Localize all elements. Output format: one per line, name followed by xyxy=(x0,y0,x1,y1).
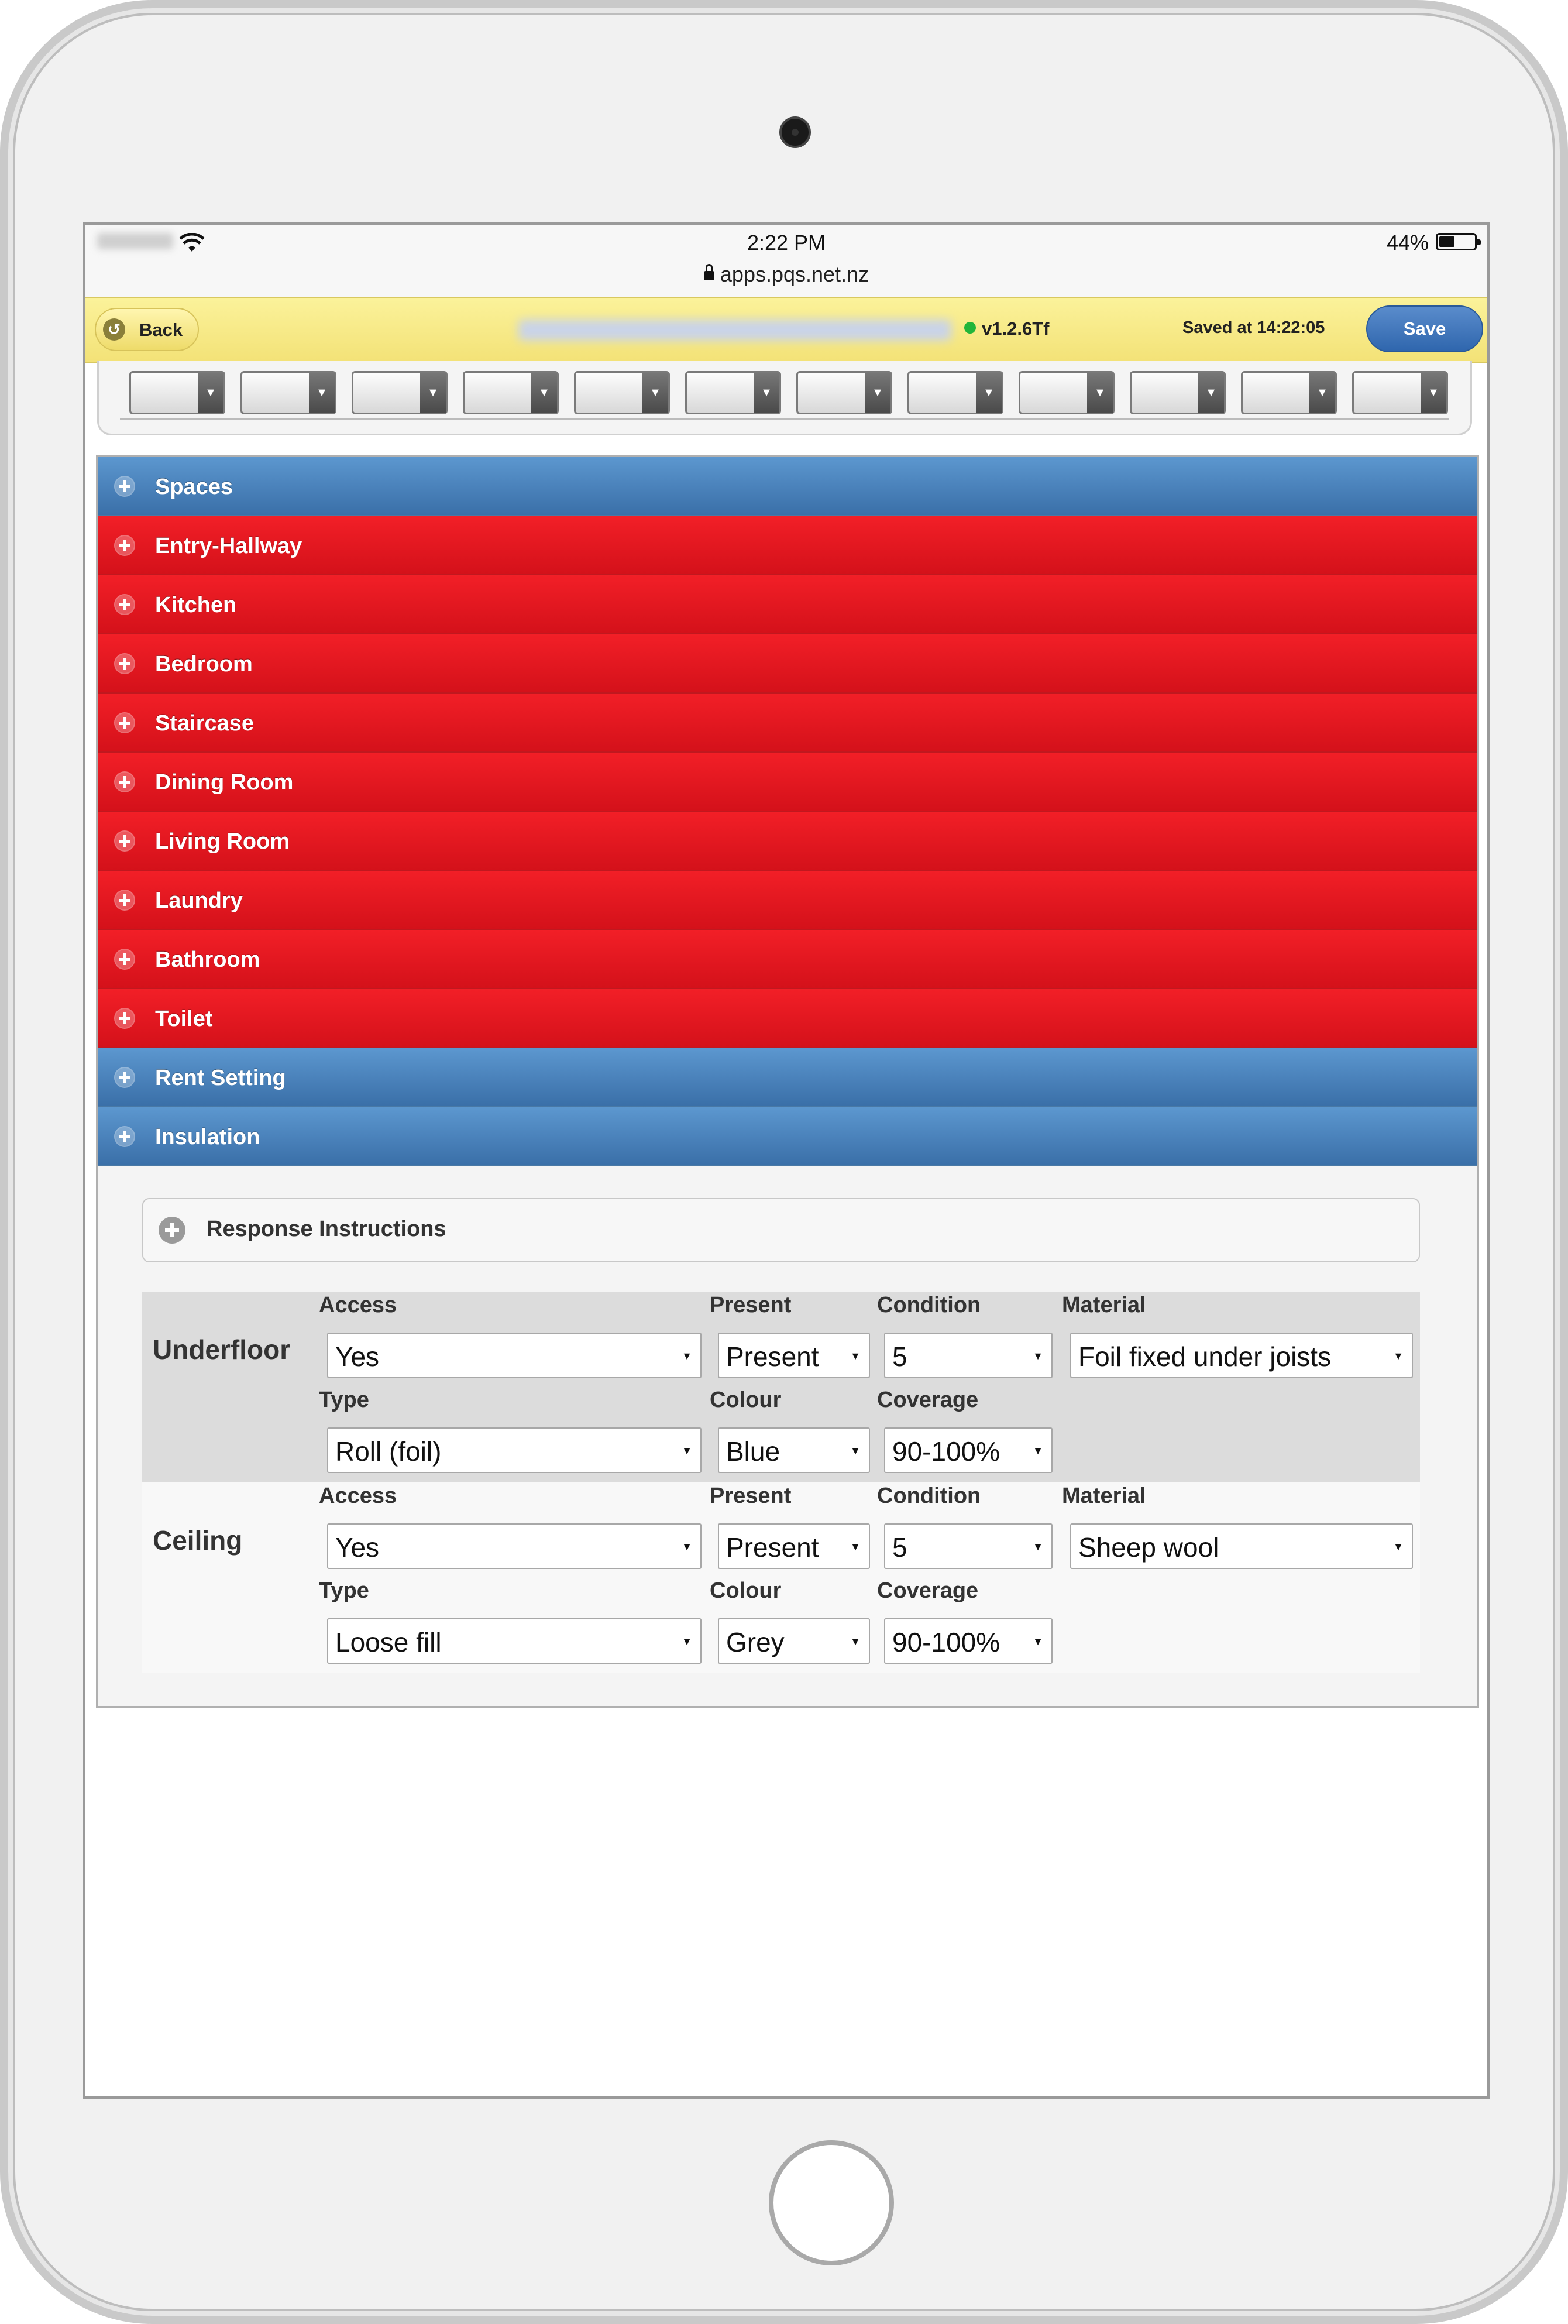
ceiling-title: Ceiling xyxy=(153,1525,243,1556)
section-bedroom[interactable] xyxy=(98,634,1477,694)
condition-label: Condition xyxy=(877,1484,981,1508)
condition-label: Condition xyxy=(877,1293,981,1317)
caret-down-icon: ▼ xyxy=(850,1541,861,1553)
type-label: Type xyxy=(319,1388,369,1412)
chevron-down-icon: ▼ xyxy=(531,373,557,413)
colour-label: Colour xyxy=(710,1388,782,1412)
expand-plus-icon xyxy=(114,476,135,497)
toolbar-select[interactable] xyxy=(463,371,559,414)
toolbar-select[interactable] xyxy=(1130,371,1226,414)
expand-plus-icon xyxy=(114,1067,135,1088)
caret-down-icon: ▼ xyxy=(682,1541,692,1553)
section-staircase[interactable] xyxy=(98,694,1477,753)
battery-percent: 44% xyxy=(1386,231,1429,255)
caret-down-icon: ▼ xyxy=(850,1350,861,1362)
section-label: Entry-Hallway xyxy=(155,534,302,558)
url-text: apps.pqs.net.nz xyxy=(720,262,869,286)
toolbar-select[interactable] xyxy=(574,371,670,414)
section-label: Spaces xyxy=(155,475,233,499)
expand-plus-icon xyxy=(114,771,135,792)
caret-down-icon: ▼ xyxy=(850,1636,861,1647)
section-dining-room[interactable] xyxy=(98,753,1477,812)
underfloor-type-select[interactable]: Roll (foil) ▼ xyxy=(327,1427,702,1473)
screen xyxy=(83,222,1490,2099)
section-label: Laundry xyxy=(155,888,243,913)
section-laundry[interactable] xyxy=(98,871,1477,930)
ceiling-colour-select[interactable]: Grey ▼ xyxy=(718,1618,870,1664)
caret-down-icon: ▼ xyxy=(1393,1350,1404,1362)
ceiling-material-select[interactable]: Sheep wool ▼ xyxy=(1070,1523,1413,1569)
home-button[interactable] xyxy=(769,2140,894,2265)
caret-down-icon: ▼ xyxy=(1033,1636,1043,1647)
underfloor-material-select[interactable]: Foil fixed under joists ▼ xyxy=(1070,1333,1413,1378)
save-button[interactable]: Save xyxy=(1366,305,1483,352)
version-label: v1.2.6Tf xyxy=(982,318,1050,339)
expand-plus-icon xyxy=(114,712,135,733)
back-button[interactable] xyxy=(95,308,199,351)
address-bar[interactable] xyxy=(85,262,1487,287)
online-status-icon xyxy=(964,322,976,334)
section-label: Bedroom xyxy=(155,652,253,677)
access-label: Access xyxy=(319,1293,397,1317)
material-label: Material xyxy=(1062,1484,1146,1508)
underfloor-access-select[interactable]: Yes ▼ xyxy=(327,1333,702,1378)
present-label: Present xyxy=(710,1484,792,1508)
section-label: Toilet xyxy=(155,1007,213,1031)
coverage-label: Coverage xyxy=(877,1578,979,1603)
section-spaces[interactable] xyxy=(98,457,1477,516)
toolbar-select[interactable] xyxy=(1019,371,1115,414)
toolbar-select[interactable] xyxy=(1352,371,1448,414)
section-label: Staircase xyxy=(155,711,255,736)
toolbar-select[interactable] xyxy=(685,371,781,414)
chevron-down-icon: ▼ xyxy=(642,373,668,413)
expand-plus-icon xyxy=(159,1217,185,1244)
section-bathroom[interactable] xyxy=(98,930,1477,989)
section-label: Living Room xyxy=(155,829,290,854)
camera-icon xyxy=(779,116,811,148)
filter-toolbar xyxy=(97,361,1472,435)
toolbar-select[interactable] xyxy=(907,371,1003,414)
caret-down-icon: ▼ xyxy=(1033,1350,1043,1362)
caret-down-icon: ▼ xyxy=(1033,1445,1043,1457)
underfloor-block xyxy=(142,1292,1420,1482)
underfloor-present-select[interactable]: Present ▼ xyxy=(718,1333,870,1378)
underfloor-coverage-select[interactable]: 90-100% ▼ xyxy=(884,1427,1053,1473)
response-instructions[interactable] xyxy=(142,1198,1420,1262)
caret-down-icon: ▼ xyxy=(850,1445,861,1457)
status-bar xyxy=(85,225,1487,297)
chevron-down-icon: ▼ xyxy=(198,373,223,413)
ceiling-type-select[interactable]: Loose fill ▼ xyxy=(327,1618,702,1664)
expand-plus-icon xyxy=(114,594,135,615)
ceiling-condition-select[interactable]: 5 ▼ xyxy=(884,1523,1053,1569)
expand-plus-icon xyxy=(114,949,135,970)
section-label: Bathroom xyxy=(155,948,260,972)
section-living-room[interactable] xyxy=(98,812,1477,871)
caret-down-icon: ▼ xyxy=(1393,1541,1404,1553)
battery-icon xyxy=(1436,233,1477,250)
clock: 2:22 PM xyxy=(747,231,826,255)
insulation-panel xyxy=(98,1166,1477,1706)
section-toilet[interactable] xyxy=(98,989,1477,1048)
caret-down-icon: ▼ xyxy=(682,1636,692,1647)
chevron-down-icon: ▼ xyxy=(1421,373,1446,413)
chevron-down-icon: ▼ xyxy=(1309,373,1335,413)
chevron-down-icon: ▼ xyxy=(1198,373,1224,413)
section-label: Insulation xyxy=(155,1125,260,1149)
section-insulation[interactable] xyxy=(98,1107,1477,1166)
chevron-down-icon: ▼ xyxy=(1087,373,1113,413)
chevron-down-icon: ▼ xyxy=(865,373,890,413)
chevron-down-icon: ▼ xyxy=(976,373,1002,413)
section-entry-hallway[interactable] xyxy=(98,516,1477,575)
ceiling-access-select[interactable]: Yes ▼ xyxy=(327,1523,702,1569)
underfloor-condition-select[interactable]: 5 ▼ xyxy=(884,1333,1053,1378)
caret-down-icon: ▼ xyxy=(682,1350,692,1362)
saved-status: Saved at 14:22:05 xyxy=(1182,318,1325,337)
material-label: Material xyxy=(1062,1293,1146,1317)
lock-icon xyxy=(704,271,714,280)
back-label: Back xyxy=(139,320,183,340)
ceiling-block xyxy=(142,1482,1420,1673)
toolbar-select[interactable] xyxy=(129,371,225,414)
toolbar-select[interactable] xyxy=(240,371,336,414)
chevron-down-icon: ▼ xyxy=(309,373,335,413)
section-label: Rent Setting xyxy=(155,1066,286,1090)
toolbar-select[interactable] xyxy=(796,371,892,414)
underfloor-colour-select[interactable]: Blue ▼ xyxy=(718,1427,870,1473)
chevron-down-icon: ▼ xyxy=(420,373,446,413)
expand-plus-icon xyxy=(114,830,135,852)
ceiling-coverage-select[interactable]: 90-100% ▼ xyxy=(884,1618,1053,1664)
section-label: Dining Room xyxy=(155,770,294,795)
expand-plus-icon xyxy=(114,653,135,674)
app-header xyxy=(85,297,1487,363)
expand-plus-icon xyxy=(114,1126,135,1147)
section-kitchen[interactable] xyxy=(98,575,1477,634)
underfloor-title: Underfloor xyxy=(153,1334,291,1365)
expand-plus-icon xyxy=(114,890,135,911)
chevron-down-icon: ▼ xyxy=(754,373,779,413)
toolbar-select[interactable] xyxy=(352,371,448,414)
room-accordion xyxy=(96,455,1479,1708)
expand-plus-icon xyxy=(114,1008,135,1029)
expand-plus-icon xyxy=(114,535,135,556)
divider xyxy=(120,418,1449,420)
section-rent-setting[interactable] xyxy=(98,1048,1477,1107)
toolbar-select[interactable] xyxy=(1241,371,1337,414)
coverage-label: Coverage xyxy=(877,1388,979,1412)
present-label: Present xyxy=(710,1293,792,1317)
ceiling-present-select[interactable]: Present ▼ xyxy=(718,1523,870,1569)
property-address xyxy=(518,320,951,341)
access-label: Access xyxy=(319,1484,397,1508)
instructions-label: Response Instructions xyxy=(207,1217,446,1241)
type-label: Type xyxy=(319,1578,369,1603)
caret-down-icon: ▼ xyxy=(682,1445,692,1457)
caret-down-icon: ▼ xyxy=(1033,1541,1043,1553)
colour-label: Colour xyxy=(710,1578,782,1603)
back-arrow-icon: ↺ xyxy=(103,318,125,341)
section-label: Kitchen xyxy=(155,593,237,617)
